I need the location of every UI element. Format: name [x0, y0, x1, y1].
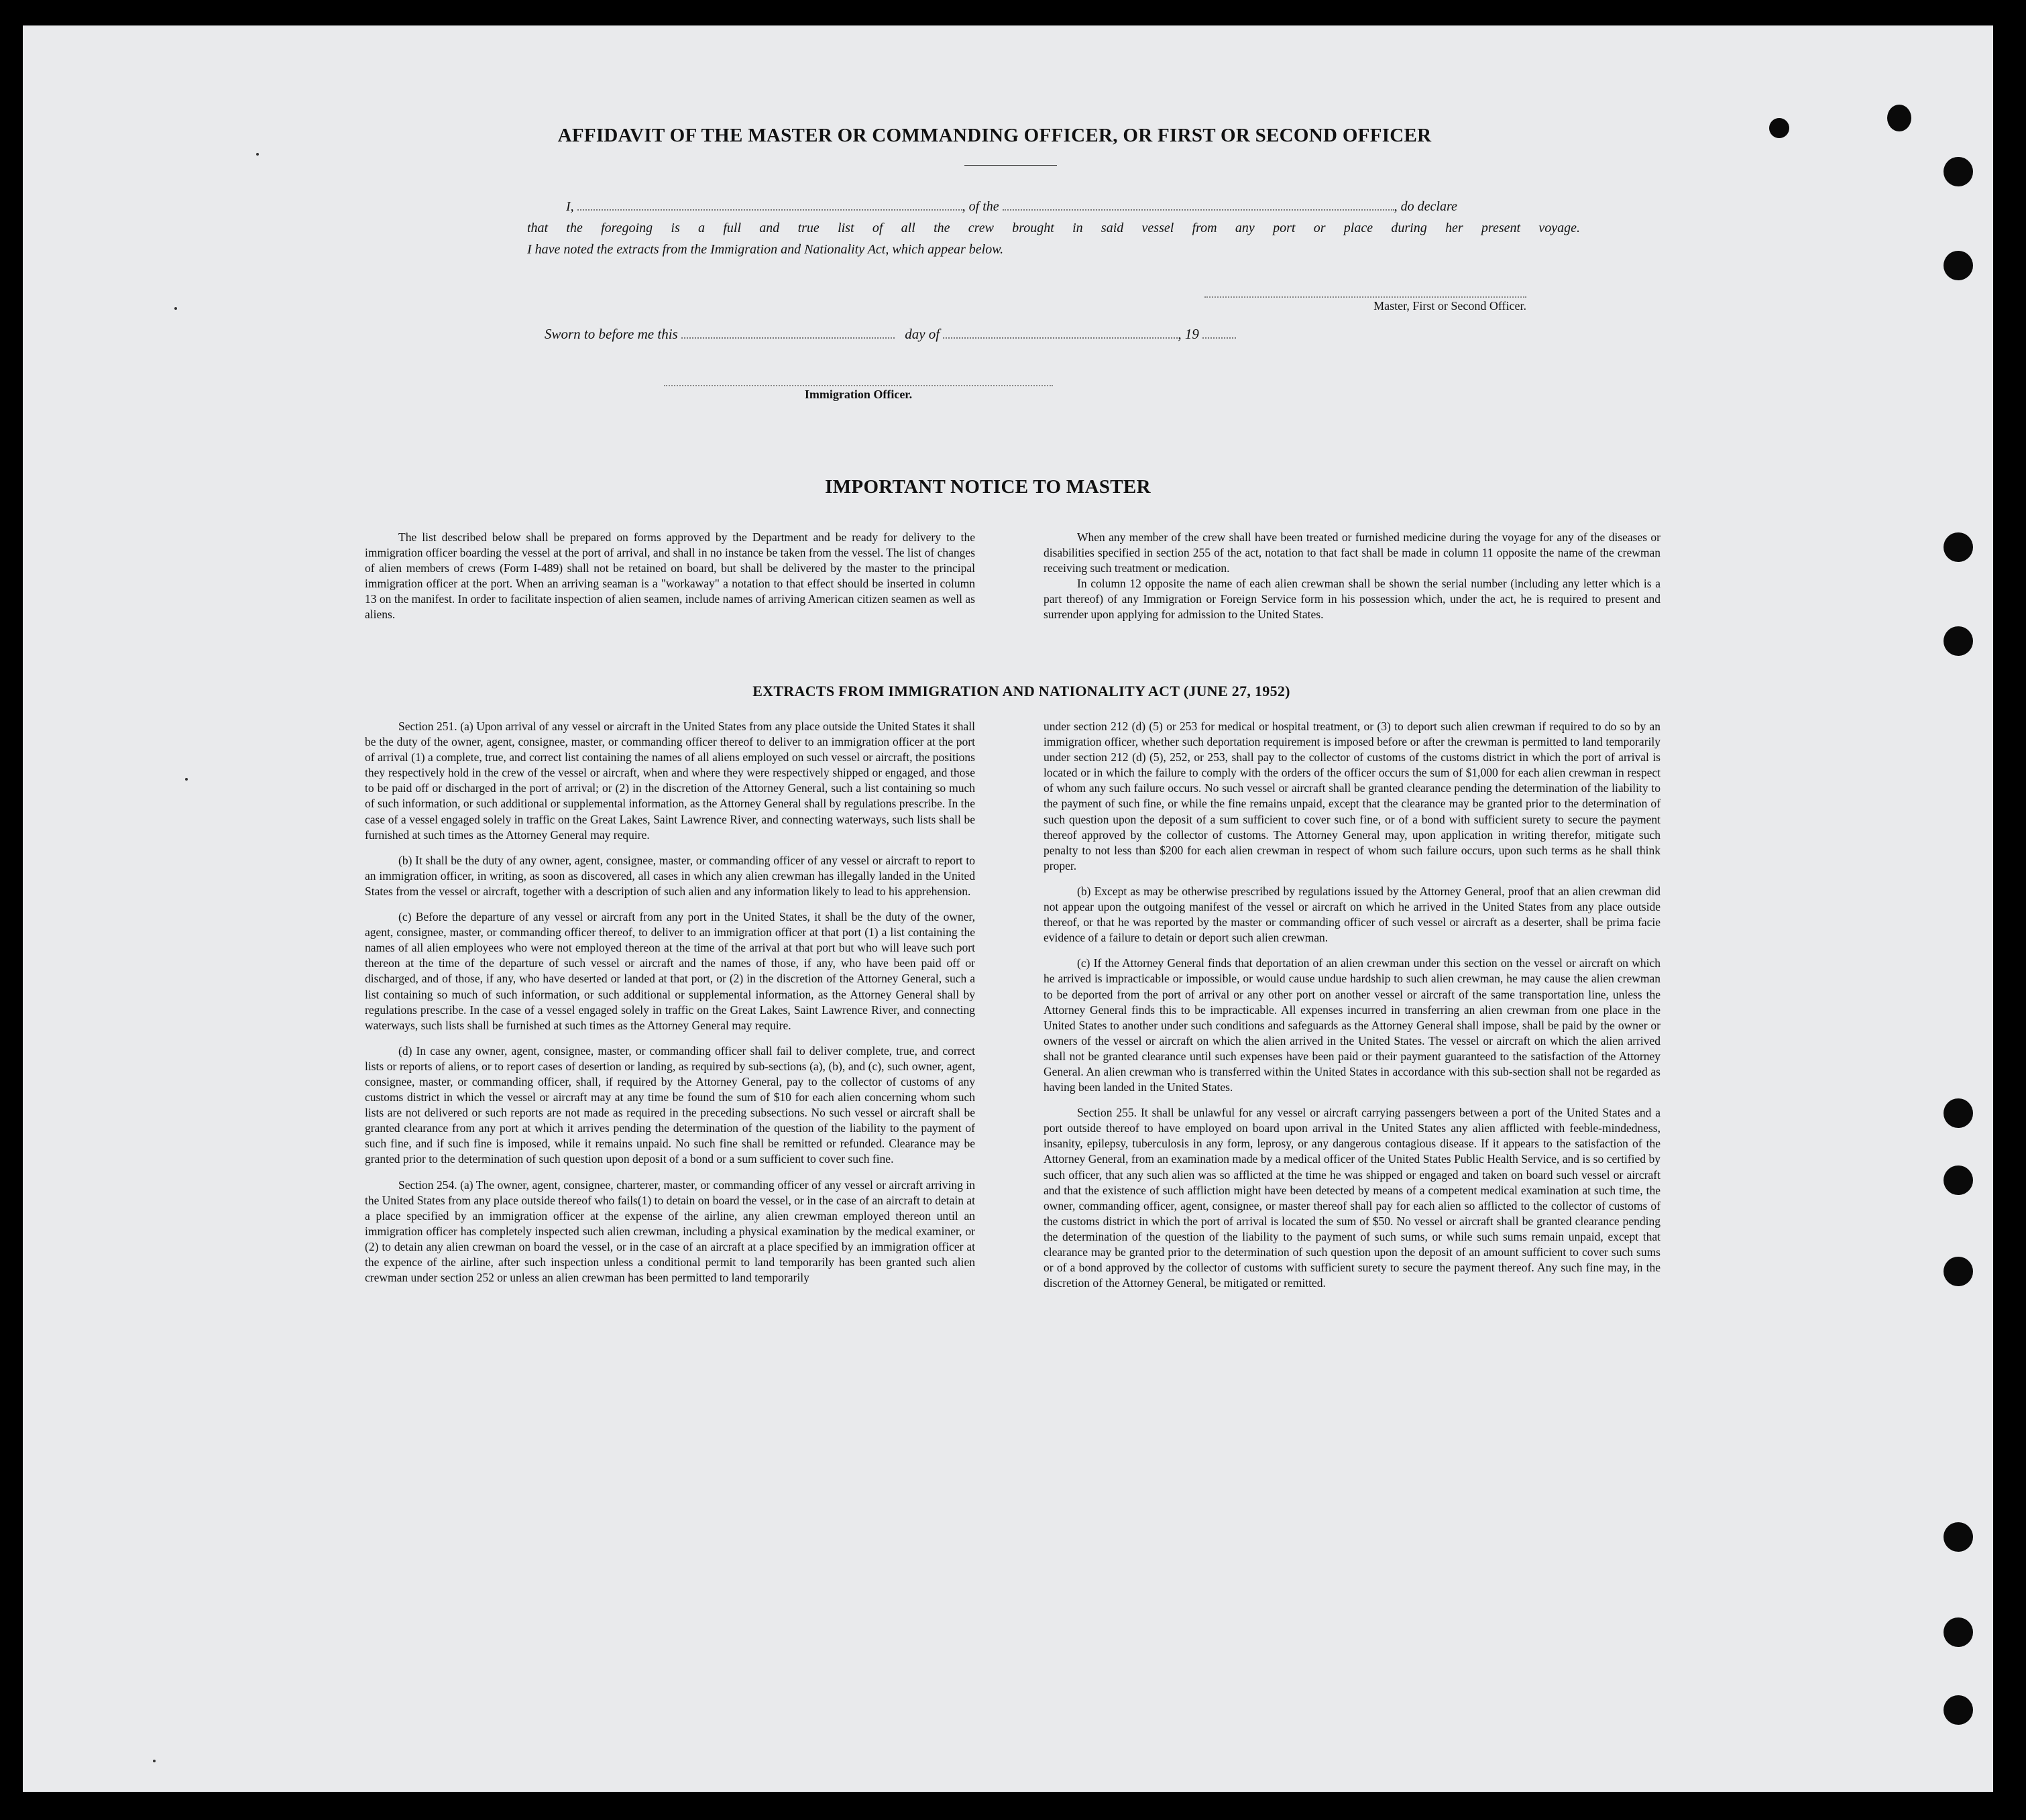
binder-hole — [1944, 1165, 1973, 1195]
section-254-c: (c) If the Attorney General finds that deportation of an alien crewman under this section on the vessel or aircraft on which he arrived is impracticable or impossible, or would cause undue hardship to such alien crewman, he may cause the alien crewman to be deported from the port of arrival or any other port on another vessel or aircraft of the same transportation line, unless the Attorney General finds this to be impracticable. All expenses incurred in transferring an alien crewman from one place in the United States to another under such conditions and safeguards as the Attorney General shall impose, shall be paid by the owner or owners of the vessel or aircraft on which the alien arrived in the United States. The vessel or aircraft on which the alien arrived shall not be granted clearance until such expenses have been paid or their payment guaranteed to the satisfaction of the Attorney General. An alien crewman who is transferred within the United States in accordance with this sub-section shall not be regarded as having been landed in the United States. — [1044, 956, 1661, 1094]
binder-hole — [1944, 1257, 1973, 1286]
sworn-label: Sworn to before me this — [545, 326, 678, 342]
scan-speck — [256, 153, 259, 156]
binder-hole — [1944, 532, 1973, 562]
notice-right-paragraph-2: In column 12 opposite the name of each alien crewman shall be shown the serial number (including any letter which is a part thereof) of any Immigration or Foreign Service form in his possession which, under the act, he is required to present and surrender upon applying for admission to the United States. — [1044, 577, 1661, 622]
scan-speck — [174, 307, 177, 310]
scan-speck — [185, 778, 188, 781]
notice-title: IMPORTANT NOTICE TO MASTER — [825, 476, 1151, 498]
section-251-a: Section 251. (a) Upon arrival of any vessel or aircraft in the United States from any place outside the United States it shall be the duty of the owner, agent, consignee, master, or commanding officer thereof to deliver to an immigration officer at the port of arrival (1) a complete, true, and correct list containing the names of all aliens employed on such vessel or aircraft, the positions they respectively hold in the crew of the vessel or aircraft, when and where they were respectively shipped or engaged, and those to be paid off or discharged in the port of arrival; or (2) in the discretion of the Attorney General, such a list containing so much of such information, or such additional or supplemental information, as the Attorney General shall by regulations prescribe. In the case of a vessel engaged solely in traffic on the Great Lakes, Saint Lawrence River, and connecting waterways, such lists shall be furnished at such times as the Attorney General may require. — [365, 720, 975, 842]
binder-hole — [1944, 626, 1973, 656]
notice-left-column — [365, 530, 975, 623]
binder-hole — [1944, 1617, 1973, 1647]
sworn-year-field[interactable] — [1202, 328, 1236, 339]
section-254-a-continued: under section 212 (d) (5) or 253 for medical or hospital treatment, or (3) to deport such alien crewman if required to do so by an immigration officer, whether such deportation requirement is imposed before or after the crewman is permitted to land temporarily under section 212 (d) (5), 252, or 253, shall pay to the collector of customs of the customs district in which the port of arrival is located or in which the failure to comply with the orders of the officer occurs the sum of $1,000 for each alien crewman in respect of whom any such failure occurs. No such vessel or aircraft shall be granted clearance pending the determination of the liability to the payment of such fine, or while the fine remains unpaid, except that the clearance may be granted prior to the determination of such question upon the deposit of a sum sufficient to cover such fine, or of a bond with sufficient surety to secure the payment thereof approved by the collector of customs. The Attorney General may, upon application in writing therefor, mitigate such penalty to not less than $200 for each alien crewman in respect of whom such failure occurs, upon such terms as he shall think proper. — [1044, 720, 1661, 872]
notice-right-column — [1044, 530, 1661, 623]
section-255: Section 255. It shall be unlawful for any vessel or aircraft carrying passengers between a port of the United States and a port outside thereof to have employed on board upon arrival in the United States any alien afflicted with feeble-mindedness, insanity, epilepsy, tuberculosis in any form, leprosy, or any dangerous contagious disease. If it appears to the satisfaction of the Attorney General, from an examination made by a medical officer of the United States Public Health Service, and is so certified by such officer, that any such alien was so afflicted at the time he was shipped or engaged and taken on board such vessel or aircraft and that the existence of such affliction might have been detected by means of a competent medical examination at such time, the owner, commanding officer, agent, consignee, or master thereof shall pay for each alien so afflicted to the collector of customs of the customs district in which the port of arrival is located the sum of $50. No vessel or aircraft shall be granted clearance pending the determination of the question of the liability to the payment of such sums, or while such sums remain unpaid, except that clearance may be granted prior to the determination of such question upon the deposit of an amount sufficient to cover such sums or of a bond approved by the collector of customs with sufficient surety to secure the payment thereof. Any such fine may, in the discretion of the Attorney General, be mitigated or remitted. — [1044, 1106, 1661, 1290]
notice-left-paragraph: The list described below shall be prepared on forms approved by the Department and be ready for delivery to the immigration officer boarding the vessel at the port of arrival, and shall in no instance be taken from the vessel. The list of changes of alien members of crews (Form I-489) shall not be retained on board, but shall be delivered by the master to the principal immigration officer at the port. When an arriving seaman is a "workaway" a notation to that effect should be inserted in column 13 on the manifest. In order to facilitate inspection of alien seamen, include names of arriving American citizen seamen as well as aliens. — [365, 530, 975, 622]
extracts-left-column — [365, 719, 975, 1286]
sworn-line — [545, 326, 1236, 343]
year-prefix-label: , 19 — [1178, 326, 1199, 342]
binder-hole — [1944, 1695, 1973, 1725]
binder-hole — [1944, 157, 1973, 186]
day-of-label: day of — [905, 326, 940, 342]
extracts-title: EXTRACTS FROM IMMIGRATION AND NATIONALITY ACT (JUNE 27, 1952) — [752, 683, 1290, 699]
affidavit-title: AFFIDAVIT OF THE MASTER OR COMMANDING OFFICER, OR FIRST OR SECOND OFFICER — [557, 125, 1432, 146]
declaration-line-3: I have noted the extracts from the Immigration and Nationality Act, which appear below. — [527, 242, 1004, 257]
immigration-officer-label: Immigration Officer. — [804, 388, 913, 401]
section-254-a: Section 254. (a) The owner, agent, consignee, charterer, master, or commanding officer of any vessel or aircraft arriving in the United States from any place outside thereof who fails(1) to detain on board the vessel, or in the case of an aircraft to detain at a place specified by an immigration officer at the expense of the airline, any alien crewman employed thereon until an immigration officer has completely inspected such alien crewman, including a physical examination by the medical examiner, or (2) to detain any alien crewman on board the vessel, or in the case of an aircraft at a place specified by an immigration officer at the expence of the airline, after such inspection unless a conditional permit to land temporarily has been granted such alien crewman under section 252 or unless an alien crewman has been permitted to land temporarily — [365, 1178, 975, 1285]
binder-hole — [1944, 1098, 1973, 1128]
declaration-line-2: that the foregoing is a full and true list of all the crew brought in said vessel from any port or place during her present voyage. — [527, 221, 1580, 235]
master-signature-line[interactable] — [1204, 296, 1526, 298]
section-251-d: (d) In case any owner, agent, consignee, master, or commanding officer shall fail to deliver complete, true, and correct lists or reports of aliens, or to report cases of desertion or landing, as required by sub-sections (a), (b), and (c), such owner, agent, consignee, master, or commanding officer, shall, if required by the Attorney General, pay to the collector of customs of any customs district in which the vessel or aircraft may at any time be found the sum of $10 for each alien concerning whom such lists are not delivered or such reports are not made as required in the preceding subsections. No such vessel or aircraft shall be granted clearance from any port at which it arrives pending the determination of the question of the liability to the payment of such fine, and if such fine is imposed, while it remains unpaid. No such fine shall be remitted or refunded. Clearance may be granted prior to the determination of such question upon deposit of a bond or a sum sufficient to cover such fine. — [365, 1043, 975, 1166]
binder-hole — [1944, 251, 1973, 280]
notice-right-paragraph-1: When any member of the crew shall have been treated or furnished medicine during the voyage for any of the diseases or disabilities specified in section 255 of the act, notation to that fact shall be made in column 11 opposite the name of the crewman receiving such treatment or medication. — [1044, 530, 1661, 575]
extracts-right-column — [1044, 719, 1661, 1291]
vessel-name-field[interactable] — [1003, 200, 1394, 211]
master-signature-label: Master, First or Second Officer. — [1373, 299, 1526, 312]
section-251-c: (c) Before the departure of any vessel or aircraft from any port in the United States, it shall be the duty of the owner, agent, consignee, master, or commanding officer thereof, to deliver to an immigration officer at that port (1) a list containing the names of all alien employees who were not employed thereon at the time of the arrival at that port but who will leave such port thereon at the time of the departure of such vessel or aircraft and the names of those, if any, who have been paid off or discharged, and of those, if any, who have deserted or landed at that port, or (2) in the discretion of the Attorney General, such a list containing so much of such information, or such additional or supplemental information, as the Attorney General shall by regulations prescribe. In the case of a vessel engaged solely in traffic on the Great Lakes, Saint Lawrence River, and connecting waterways, such lists shall be furnished at such times as the Attorney General may require. — [365, 910, 975, 1032]
scan-speck — [153, 1760, 156, 1762]
sworn-day-field[interactable] — [681, 328, 895, 339]
section-254-b: (b) Except as may be otherwise prescribed by regulations issued by the Attorney General, proof that an alien crewman did not appear upon the outgoing manifest of the vessel or aircraft on which he arrived in the United States from any place outside thereof, or that he was reported by the master or commanding officer of such vessel or aircraft as a deserter, shall be prima facie evidence of a failure to detain or deport such alien crewman. — [1044, 884, 1661, 945]
sworn-month-field[interactable] — [943, 328, 1178, 339]
section-251-b: (b) It shall be the duty of any owner, agent, consignee, master, or commanding officer of any vessel or aircraft to report to an immigration officer, in writing, as soon as discovered, all cases in which any alien crewman has illegally landed in the United States from the vessel or aircraft, together with a description of such alien and any information likely to lead to his apprehension. — [365, 853, 975, 898]
master-name-field[interactable] — [577, 200, 962, 211]
i-label: I, — [566, 199, 574, 214]
declaration-line-1 — [527, 196, 1580, 217]
title-divider — [964, 165, 1057, 166]
binder-hole — [1944, 1522, 1973, 1552]
document-page — [23, 25, 1993, 1792]
do-declare-label: , do declare — [1394, 199, 1457, 214]
of-the-label: , of the — [962, 199, 999, 214]
immigration-officer-signature-line[interactable] — [664, 385, 1053, 386]
